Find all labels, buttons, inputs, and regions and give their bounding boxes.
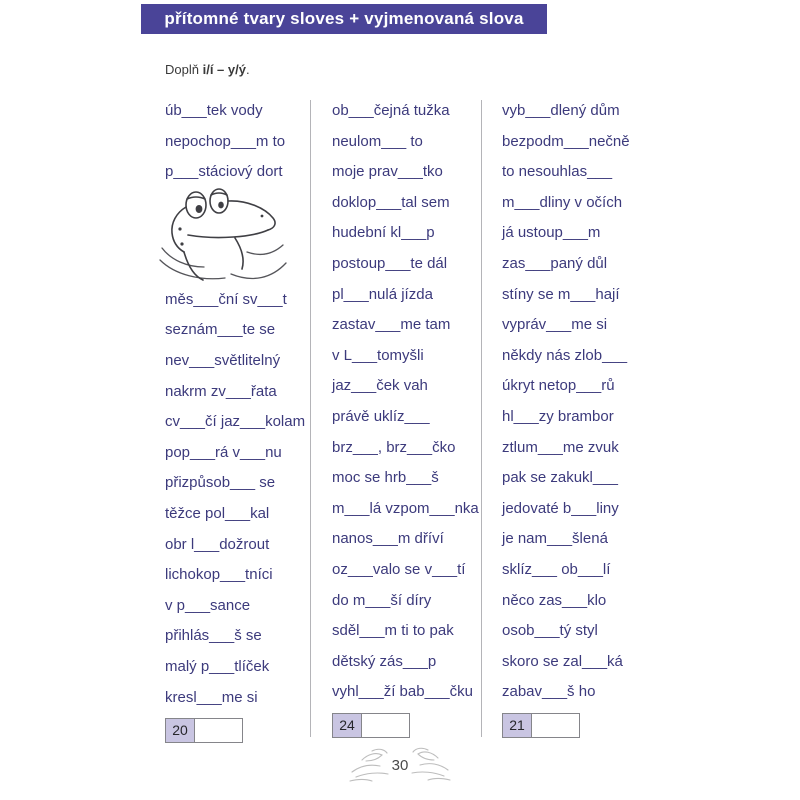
exercise-item: pop___rá v___nu	[165, 443, 282, 461]
exercise-item: v p___sance	[165, 596, 251, 614]
exercise-item: m___lá vzpom___nka	[332, 499, 479, 517]
exercise-item: doklop___tal sem	[332, 193, 450, 211]
exercise-item: malý p___tlíček	[165, 657, 270, 675]
exercise-item: osob___tý styl	[502, 622, 598, 640]
exercise-item: ztlum___me zvuk	[502, 438, 619, 456]
exercise-item: cv___čí jaz___kolam	[165, 413, 306, 431]
exercise-item: jedovaté b___liny	[502, 499, 619, 517]
exercise-item: hl___zy brambor	[502, 407, 614, 425]
exercise-item: postoup___te dál	[332, 254, 448, 272]
exercise-column-1	[165, 96, 325, 743]
exercise-item: hudební kl___p	[332, 224, 435, 242]
exercise-item: ob___čejná tužka	[332, 102, 450, 119]
exercise-item: brz___, brz___čko	[332, 438, 456, 456]
exercise-item: přizpůsob___ se	[165, 474, 276, 492]
exercise-item: sklíz___ ob___lí	[502, 560, 611, 578]
exercise-item: v L___tomyšli	[332, 346, 424, 364]
exercise-column-3	[502, 96, 662, 738]
exercise-item: já ustoup___m	[502, 224, 601, 242]
exercise-item: moc se hrb___š	[332, 469, 439, 487]
exercise-list-1-bottom	[165, 285, 325, 713]
score-box-3	[502, 713, 580, 738]
exercise-item: nakrm zv___řata	[165, 382, 277, 400]
exercise-list-3	[502, 96, 662, 708]
exercise-item: seznám___te se	[165, 321, 276, 339]
exercise-item: je nam___šlená	[502, 530, 608, 548]
score-max-value: 24	[333, 714, 362, 737]
page-number: 30	[391, 756, 409, 774]
exercise-item: p___stáciový dort	[165, 163, 283, 181]
instruction-prefix: Doplň	[165, 62, 199, 77]
page-title: přítomné tvary sloves + vyjmenovaná slova	[141, 4, 547, 34]
exercise-item: dětský zás___p	[332, 652, 437, 670]
exercise-column-2	[332, 96, 492, 738]
exercise-item: lichokop___tníci	[165, 566, 273, 584]
exercise-item: něco zas___klo	[502, 591, 607, 609]
exercise-item: pl___nulá jízda	[332, 285, 433, 303]
exercise-item: jaz___ček vah	[332, 377, 428, 395]
exercise-item: někdy nás zlob___	[502, 346, 628, 364]
exercise-item: obr l___dožrout	[165, 535, 270, 553]
exercise-item: úkryt netop___rů	[502, 377, 615, 395]
score-entry-box	[532, 714, 579, 737]
exercise-item: sděl___m ti to pak	[332, 622, 454, 640]
score-box-2	[332, 713, 410, 738]
score-entry-box	[362, 714, 409, 737]
exercise-item: zabav___š ho	[502, 683, 596, 701]
exercise-item: bezpodm___nečně	[502, 132, 630, 150]
exercise-item: pak se zakukl___	[502, 469, 618, 487]
exercise-item: do m___ší díry	[332, 591, 432, 609]
score-box-1	[165, 718, 243, 743]
exercise-item: úb___tek vody	[165, 102, 263, 119]
instruction-suffix: .	[245, 62, 250, 77]
instruction-line	[165, 62, 250, 77]
exercise-item: oz___valo se v___tí	[332, 560, 466, 578]
exercise-item: to nesouhlas___	[502, 163, 613, 181]
exercise-item: nev___světlitelný	[165, 351, 281, 369]
score-max-value: 21	[503, 714, 532, 737]
exercise-item: nanos___m dříví	[332, 530, 444, 548]
column-divider	[310, 100, 311, 737]
instruction-bold: i/í – y/ý	[202, 62, 246, 77]
exercise-item: skoro se zal___ká	[502, 652, 623, 670]
exercise-item: právě uklíz___	[332, 407, 430, 425]
frog-illustration	[165, 188, 325, 285]
exercise-item: m___dliny v očích	[502, 193, 623, 211]
exercise-item: přihlás___š se	[165, 627, 262, 645]
exercise-item: stíny se m___hají	[502, 285, 620, 303]
score-max-value: 20	[166, 719, 195, 742]
exercise-item: neulom___ to	[332, 132, 423, 150]
exercise-item: zastav___me tam	[332, 316, 451, 334]
exercise-item: kresl___me si	[165, 688, 258, 706]
exercise-item: těžce pol___kal	[165, 504, 270, 522]
exercise-item: vyhl___ží bab___čku	[332, 683, 473, 701]
exercise-list-1-top	[165, 96, 325, 188]
score-entry-box	[195, 719, 242, 742]
exercise-list-2	[332, 96, 492, 708]
exercise-item: moje prav___tko	[332, 163, 443, 181]
exercise-item: nepochop___m to	[165, 132, 286, 150]
exercise-item: vyb___dlený dům	[502, 102, 620, 119]
exercise-item: zas___paný důl	[502, 254, 608, 272]
exercise-item: měs___ční sv___t	[165, 290, 287, 308]
page-footer	[0, 746, 800, 784]
exercise-item: vypráv___me si	[502, 316, 608, 334]
column-divider	[481, 100, 482, 737]
